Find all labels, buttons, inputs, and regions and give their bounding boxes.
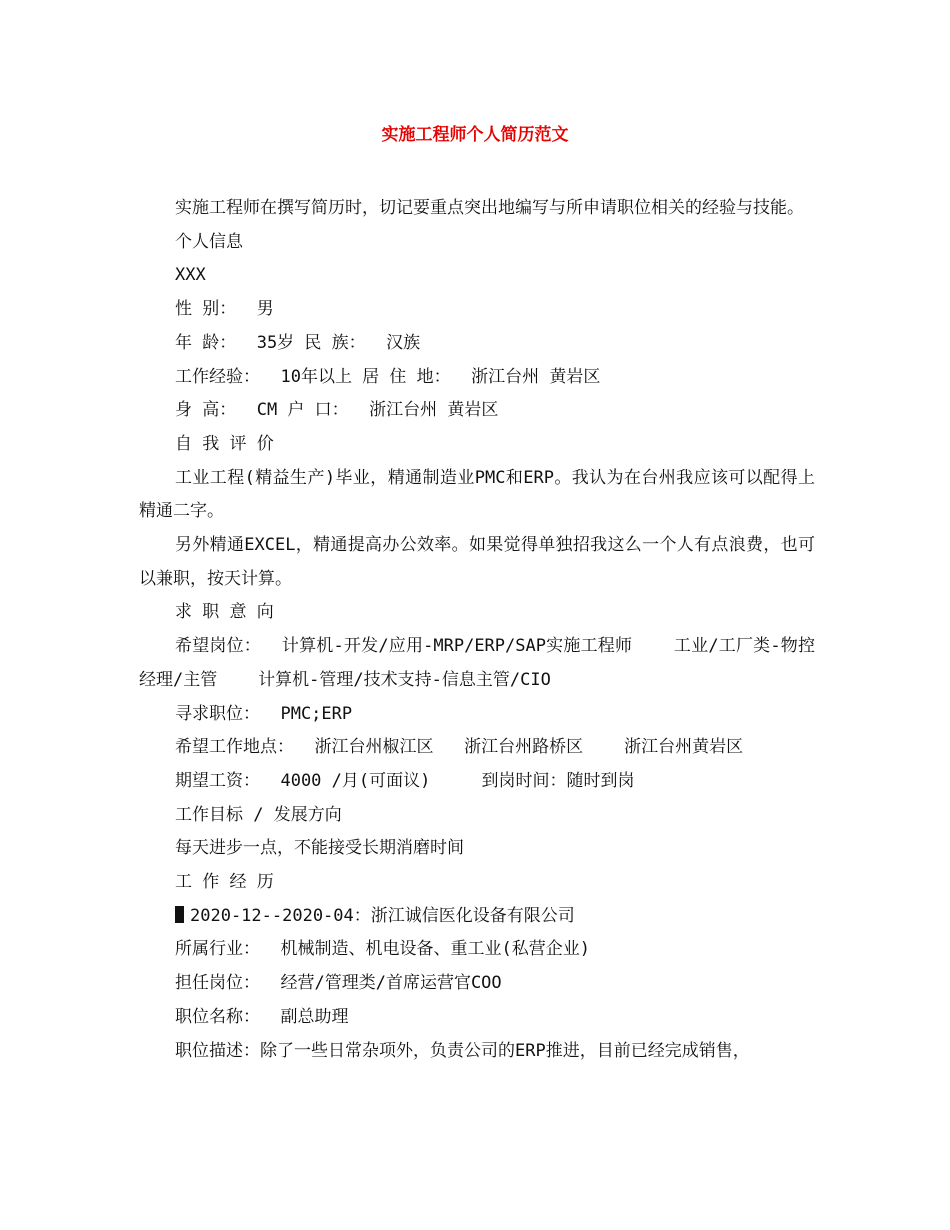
age-ethnicity-line: 年 龄： 35岁 民 族： 汉族 <box>175 332 421 353</box>
intro-paragraph: 实施工程师在撰写简历时，切记要重点突出地编写与所申请职位相关的经验与技能。 <box>175 198 804 218</box>
height-hukou-line: 身 高： CM 户 口： 浙江台州 黄岩区 <box>175 400 499 421</box>
work-goal-text: 每天进步一点，不能接受长期消磨时间 <box>175 838 464 859</box>
seeking-position-line: 寻求职位： PMC;ERP <box>175 703 353 724</box>
self-evaluation-heading: 自 我 评 价 <box>175 433 274 454</box>
bullet-marker <box>175 906 184 923</box>
self-evaluation-paragraph-2: 另外精通EXCEL，精通提高办公效率。如果觉得单独招我这么一个人有点浪费，也可以兼职，按天计算。 <box>139 535 815 589</box>
job-entry-line <box>139 900 815 934</box>
gender-line: 性 别： 男 <box>175 299 274 320</box>
self-evaluation-paragraph-1: 工业工程(精益生产)毕业，精通制造业PMC和ERP。我认为在台州我应该可以配得上精通二字。 <box>139 467 815 522</box>
work-goal-heading: 工作目标 / 发展方向 <box>175 804 342 825</box>
name-line: XXX <box>175 265 206 286</box>
industry-line: 所属行业： 机械制造、机电设备、重工业(私营企业) <box>175 939 590 960</box>
job-title-line: 职位名称： 副总助理 <box>175 1006 349 1027</box>
document-title: 实施工程师个人简历范文 <box>381 125 569 145</box>
desired-locations-line: 希望工作地点： 浙江台州椒江区 浙江台州路桥区 浙江台州黄岩区 <box>175 737 744 758</box>
expected-salary-line: 期望工资： 4000 /月(可面议) 到岗时间：随时到岗 <box>175 770 635 791</box>
document-body <box>139 192 815 1068</box>
job-intent-heading: 求 职 意 向 <box>175 602 274 623</box>
desired-positions-paragraph: 希望岗位： 计算机-开发/应用-MRP/ERP/SAP实施工程师 工业/工厂类-物控经理/主管 计算机-管理/技术支持-信息主管/CIO <box>139 636 815 690</box>
job-period-company: 2020-12--2020-04：浙江诚信医化设备有限公司 <box>190 905 575 926</box>
role-line: 担任岗位： 经营/管理类/首席运营官COO <box>175 973 502 994</box>
experience-residence-line: 工作经验： 10年以上 居 住 地： 浙江台州 黄岩区 <box>175 366 601 387</box>
personal-info-heading: 个人信息 <box>175 231 243 252</box>
work-experience-heading: 工 作 经 历 <box>175 872 274 893</box>
job-description-line: 职位描述：除了一些日常杂项外，负责公司的ERP推进，目前已经完成销售， <box>175 1040 750 1061</box>
